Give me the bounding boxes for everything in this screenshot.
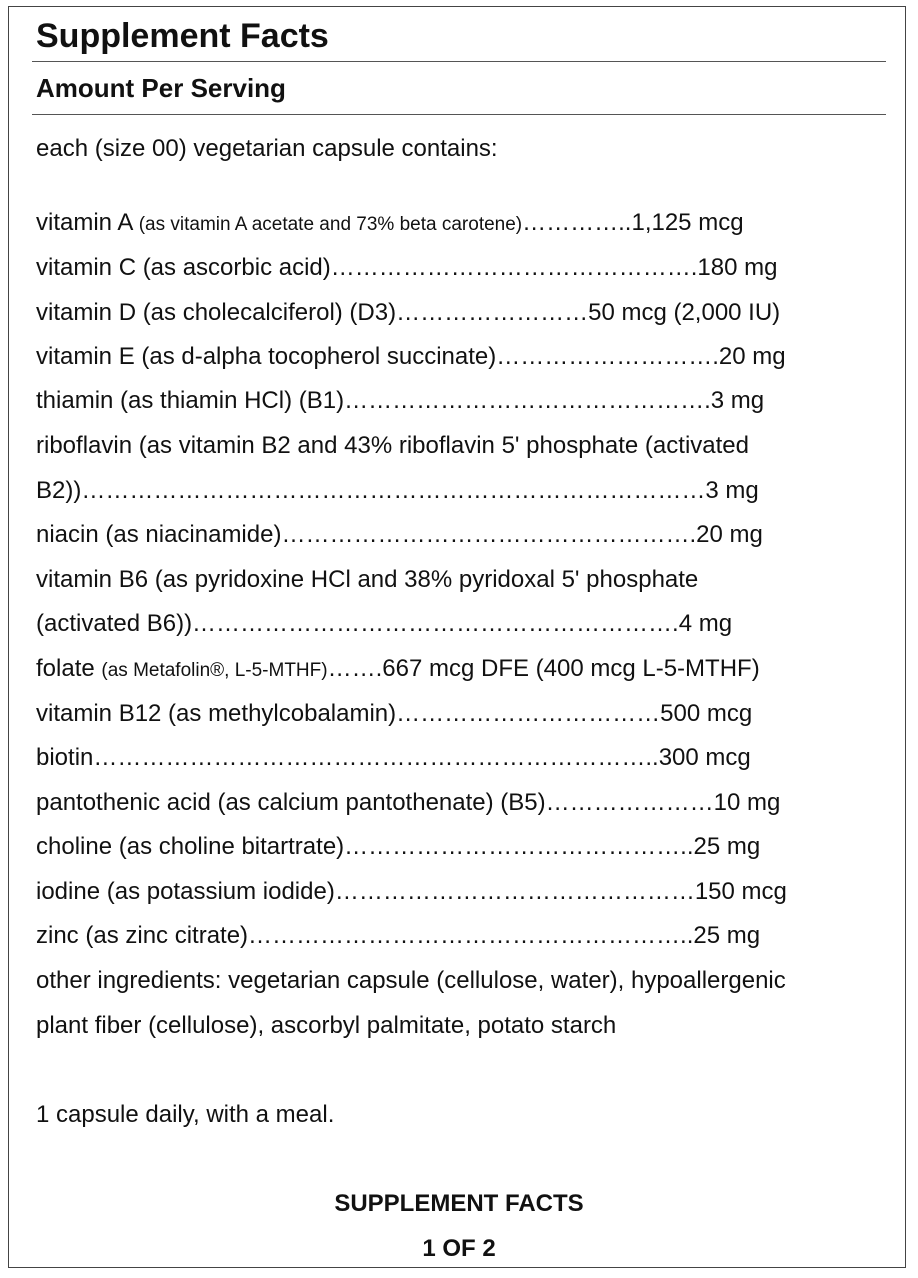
ingredient-riboflavin-line1: riboflavin (as vitamin B2 and 43% riboflavin 5' phosphate (activated	[36, 432, 749, 459]
ingredient-leader-dots: …………..	[522, 209, 632, 236]
ingredient-amount: 667 mcg DFE (400 mcg L-5-MTHF)	[382, 655, 760, 682]
ingredient-source: (as vitamin A acetate and 73% beta carotene)	[138, 214, 523, 235]
ingredient-leader-dots: …….	[327, 655, 383, 682]
ingredient-name: folate	[36, 655, 102, 682]
other-ingredients-line1: other ingredients: vegetarian capsule (cellulose, water), hypoallergenic	[36, 967, 786, 994]
ingredient-vitamin-b6-line2: (activated B6))…………………………………………………….4 mg	[36, 610, 733, 637]
ingredient-iodine: iodine (as potassium iodide)………………………………………150 mcg	[36, 878, 787, 905]
footer-page-number: 1 OF 2	[422, 1235, 496, 1262]
ingredient-amount: 1,125 mcg	[631, 209, 744, 236]
directions: 1 capsule daily, with a meal.	[36, 1101, 335, 1128]
panel-title: Supplement Facts	[36, 17, 329, 55]
ingredient-source: (as Metafolin®, L-5-MTHF)	[101, 660, 328, 681]
ingredient-biotin: biotin……………………………………………………………..300 mcg	[36, 744, 751, 771]
ingredient-zinc: zinc (as zinc citrate)………………………………………………..25 mg	[36, 922, 761, 949]
ingredient-vitamin-b6-line1: vitamin B6 (as pyridoxine HCl and 38% pyridoxal 5' phosphate	[36, 566, 699, 593]
other-ingredients-line2: plant fiber (cellulose), ascorbyl palmitate, potato starch	[36, 1012, 617, 1039]
ingredient-riboflavin-line2: B2))……………………………………………………………………3 mg	[36, 477, 759, 504]
ingredient-vitamin-e: vitamin E (as d-alpha tocopherol succinate)……………………….20 mg	[36, 343, 786, 370]
serving-intro: each (size 00) vegetarian capsule contains:	[36, 135, 498, 162]
ingredient-vitamin-c: vitamin C (as ascorbic acid)……………………………………….180 mg	[36, 254, 778, 281]
ingredient-folate	[36, 654, 760, 686]
subtitle-divider	[32, 114, 886, 115]
ingredient-pantothenic-acid: pantothenic acid (as calcium pantothenate) (B5)…………………10 mg	[36, 789, 781, 816]
amount-per-serving-heading: Amount Per Serving	[36, 73, 286, 103]
ingredient-thiamin: thiamin (as thiamin HCl) (B1)……………………………………….3 mg	[36, 387, 765, 414]
ingredient-niacin: niacin (as niacinamide)…………………………………………….20 mg	[36, 521, 763, 548]
ingredient-vitamin-d: vitamin D (as cholecalciferol) (D3)……………………50 mcg (2,000 IU)	[36, 299, 781, 326]
ingredient-vitamin-a	[36, 208, 744, 240]
title-divider	[32, 61, 886, 62]
ingredient-vitamin-b12: vitamin B12 (as methylcobalamin)……………………………500 mcg	[36, 700, 753, 727]
footer-label: SUPPLEMENT FACTS	[334, 1190, 584, 1217]
ingredient-choline: choline (as choline bitartrate)……………………………………..25 mg	[36, 833, 761, 860]
ingredient-name: vitamin A	[36, 209, 139, 236]
